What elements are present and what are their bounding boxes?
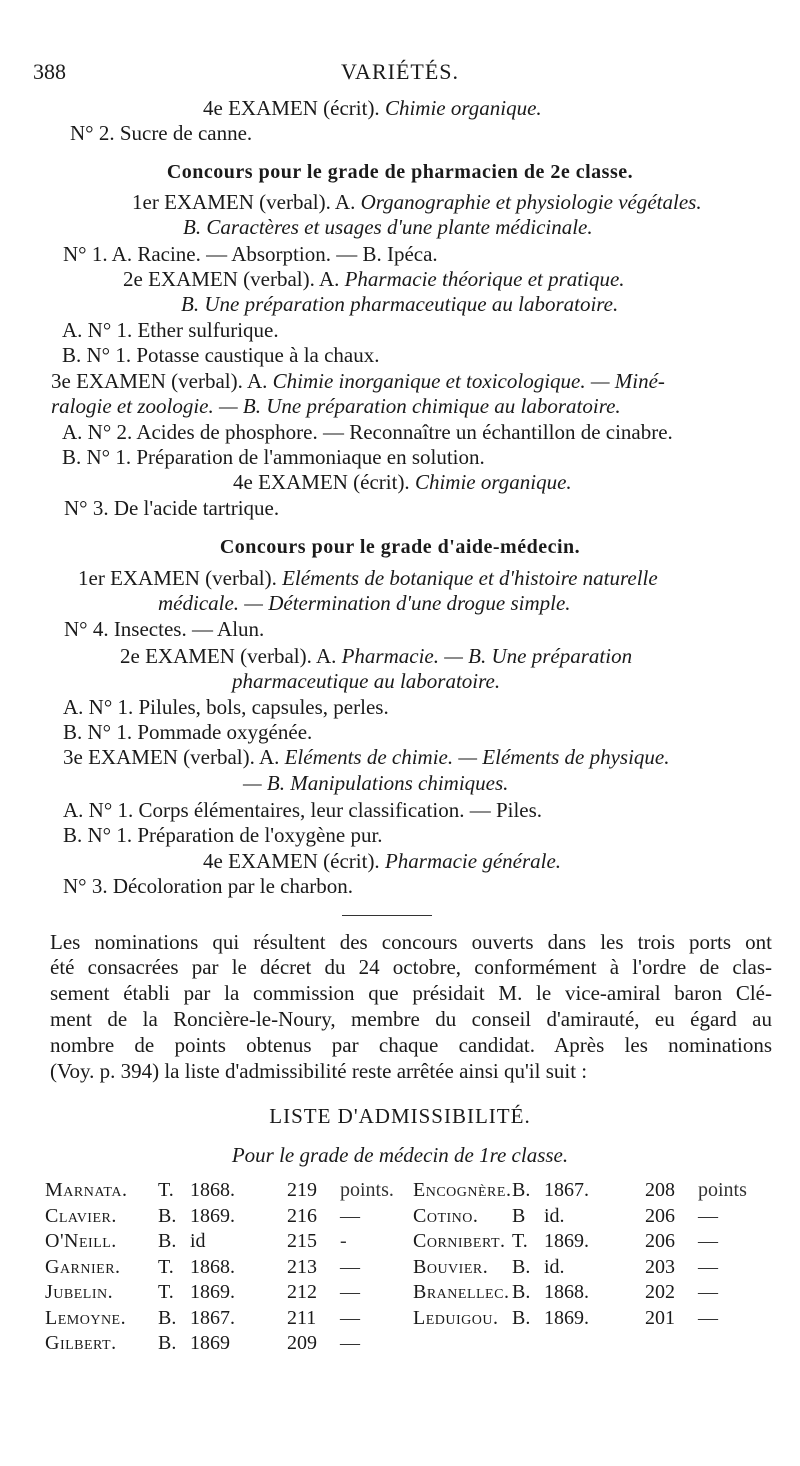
list-port: B. bbox=[512, 1179, 531, 1201]
exam-line: 3e EXAMEN (verbal). A. Eléments de chimie. — Eléments de physique. bbox=[63, 745, 670, 769]
exam-item: A. N° 1. Corps élémentaires, leur classification. — Piles. bbox=[63, 798, 543, 822]
list-points: 208 bbox=[645, 1179, 675, 1201]
list-name: Gilbert. bbox=[45, 1332, 117, 1354]
list-name: Cotino. bbox=[413, 1204, 479, 1227]
list-points: 213 bbox=[287, 1255, 317, 1278]
exam-item: N° 3. Décoloration par le charbon. bbox=[63, 874, 354, 898]
list-year: 1869 bbox=[190, 1332, 230, 1354]
section-heading: Concours pour le grade de pharmacien de 2e classe. bbox=[166, 161, 634, 183]
list-name: Jubelin. bbox=[45, 1281, 114, 1303]
exam-line: 1er EXAMEN (verbal). Eléments de botanique et d'histoire naturelle bbox=[78, 566, 658, 590]
exam-item: B. N° 1. Préparation de l'oxygène pur. bbox=[63, 823, 383, 847]
exam-item: A. N° 1. Pilules, bols, capsules, perles. bbox=[63, 695, 389, 719]
exam-line: 3e EXAMEN (verbal). A. Chimie inorganique et toxicologique. — Miné- bbox=[51, 369, 665, 393]
list-title: LISTE D'ADMISSIBILITÉ. bbox=[269, 1104, 531, 1128]
list-year: 1869. bbox=[544, 1306, 589, 1329]
page-number: 388 bbox=[33, 59, 66, 84]
exam-line: B. Caractères et usages d'une plante médicinale. bbox=[183, 215, 593, 239]
list-year: 1869. bbox=[190, 1281, 235, 1303]
paragraph-line: ment de la Roncière-le-Noury, membre du conseil d'amirauté, eu égard au bbox=[50, 1007, 772, 1031]
list-unit: — bbox=[340, 1281, 360, 1303]
exam-line: 4e EXAMEN (écrit). Pharmacie générale. bbox=[203, 849, 562, 873]
list-unit: — bbox=[340, 1204, 360, 1227]
list-name: Bouvier. bbox=[413, 1255, 489, 1278]
paragraph-line: Les nominations qui résultent des concours ouverts dans les trois ports ont bbox=[50, 930, 772, 954]
list-points: 202 bbox=[645, 1281, 675, 1303]
list-name: Garnier. bbox=[45, 1255, 121, 1278]
list-unit: — bbox=[340, 1306, 360, 1329]
list-points: 209 bbox=[287, 1332, 317, 1354]
exam-item: N° 1. A. Racine. — Absorption. — B. Ipéca. bbox=[63, 242, 438, 266]
list-points: 211 bbox=[287, 1306, 317, 1329]
exam-item: B. N° 1. Pommade oxygénée. bbox=[63, 720, 313, 744]
list-name: Branellec. bbox=[413, 1281, 510, 1303]
list-year: 1868. bbox=[190, 1255, 235, 1278]
paragraph-line: sement établi par la commission que présidait M. le vice-amiral baron Clé- bbox=[50, 981, 772, 1005]
list-unit: — bbox=[340, 1255, 360, 1278]
paragraph-line: été consacrées par le décret du 24 octobre, conformément à l'ordre de clas- bbox=[50, 955, 772, 979]
list-points: 201 bbox=[645, 1306, 675, 1329]
exam-line: B. Une préparation pharmaceutique au laboratoire. bbox=[181, 292, 619, 316]
exam-line: ralogie et zoologie. — B. Une préparation chimique au laboratoire. bbox=[51, 394, 621, 418]
list-points: 206 bbox=[645, 1204, 675, 1227]
section-heading: Concours pour le grade d'aide-médecin. bbox=[219, 536, 581, 558]
list-name: Clavier. bbox=[45, 1204, 117, 1227]
list-port: T. bbox=[512, 1230, 528, 1252]
list-points: 212 bbox=[287, 1281, 317, 1303]
exam-item: A. N° 2. Acides de phosphore. — Reconnaître un échantillon de cinabre. bbox=[62, 420, 673, 444]
list-year: id. bbox=[544, 1204, 565, 1227]
list-port: T. bbox=[158, 1281, 174, 1303]
list-port: B. bbox=[512, 1281, 531, 1303]
list-name: O'Neill. bbox=[45, 1230, 117, 1252]
exam-item: B. N° 1. Préparation de l'ammoniaque en solution. bbox=[62, 445, 485, 469]
list-year: 1869. bbox=[544, 1230, 589, 1252]
exam-item: A. N° 1. Ether sulfurique. bbox=[62, 318, 279, 342]
exam-line: pharmaceutique au laboratoire. bbox=[232, 669, 501, 693]
paragraph-line: nombre de points obtenus par chaque candidat. Après les nominations bbox=[50, 1033, 772, 1057]
exam-line: 2e EXAMEN (verbal). A. Pharmacie. — B. Une préparation bbox=[120, 644, 633, 668]
list-unit: points. bbox=[340, 1179, 394, 1201]
list-port: B bbox=[512, 1204, 526, 1227]
list-subtitle: Pour le grade de médecin de 1re classe. bbox=[231, 1143, 569, 1167]
list-name: Leduigou. bbox=[413, 1306, 499, 1329]
list-year: 1868. bbox=[190, 1179, 235, 1201]
exam-item: N° 4. Insectes. — Alun. bbox=[64, 617, 265, 641]
list-name: Encognère. bbox=[413, 1179, 512, 1201]
list-port: B. bbox=[158, 1306, 177, 1329]
list-port: B. bbox=[512, 1306, 531, 1329]
running-title: VARIÉTÉS. bbox=[341, 59, 459, 84]
list-port: B. bbox=[158, 1230, 177, 1252]
list-name: Marnata. bbox=[45, 1179, 128, 1201]
exam-item: N° 2. Sucre de canne. bbox=[70, 121, 253, 145]
list-port: T. bbox=[158, 1255, 174, 1278]
exam-line: 1er EXAMEN (verbal). A. Organographie et physiologie végétales. bbox=[132, 190, 702, 214]
list-year: id. bbox=[544, 1255, 565, 1278]
list-port: B. bbox=[158, 1332, 177, 1354]
list-port: T. bbox=[158, 1179, 174, 1201]
list-unit: - bbox=[340, 1230, 347, 1252]
list-points: 203 bbox=[645, 1255, 675, 1278]
list-unit: — bbox=[698, 1204, 718, 1227]
list-unit: — bbox=[698, 1255, 718, 1278]
exam-line: 4e EXAMEN (écrit). Chimie organique. bbox=[233, 470, 572, 494]
exam-item: N° 3. De l'acide tartrique. bbox=[64, 496, 280, 520]
exam-line: 4e EXAMEN (écrit). Chimie organique. bbox=[203, 96, 542, 120]
list-unit: — bbox=[698, 1230, 718, 1252]
list-year: 1867. bbox=[544, 1179, 589, 1201]
list-port: B. bbox=[158, 1204, 177, 1227]
exam-line: — B. Manipulations chimiques. bbox=[243, 771, 509, 795]
list-year: 1869. bbox=[190, 1204, 235, 1227]
list-year: 1868. bbox=[544, 1281, 589, 1303]
list-year: 1867. bbox=[190, 1306, 235, 1329]
list-points: 215 bbox=[287, 1230, 317, 1252]
exam-line: 2e EXAMEN (verbal). A. Pharmacie théorique et pratique. bbox=[123, 267, 625, 291]
list-unit: points bbox=[698, 1179, 747, 1201]
list-unit: — bbox=[698, 1281, 718, 1303]
list-port: B. bbox=[512, 1255, 531, 1278]
exam-line: médicale. — Détermination d'une drogue simple. bbox=[158, 591, 571, 615]
list-name: Lemoyne. bbox=[45, 1306, 127, 1329]
list-points: 216 bbox=[287, 1204, 317, 1227]
separator-rule bbox=[342, 915, 432, 916]
list-year: id bbox=[190, 1230, 206, 1252]
list-points: 219 bbox=[287, 1179, 317, 1201]
list-points: 206 bbox=[645, 1230, 675, 1252]
list-name: Cornibert. bbox=[413, 1230, 506, 1252]
exam-item: B. N° 1. Potasse caustique à la chaux. bbox=[62, 343, 380, 367]
list-unit: — bbox=[340, 1332, 360, 1354]
list-unit: — bbox=[698, 1306, 718, 1329]
paragraph-line: (Voy. p. 394) la liste d'admissibilité reste arrêtée ainsi qu'il suit : bbox=[50, 1059, 588, 1083]
